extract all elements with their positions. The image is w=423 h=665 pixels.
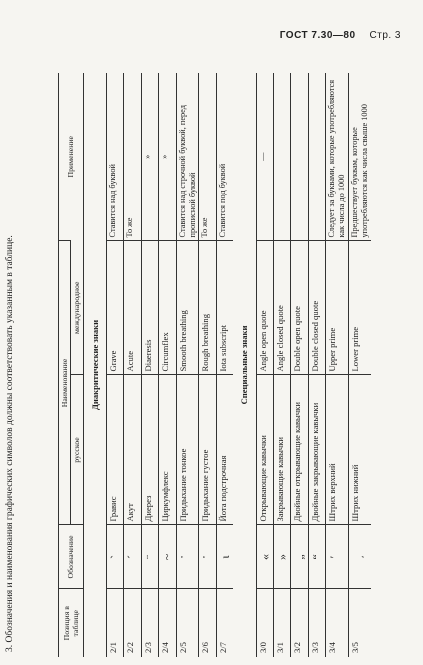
table-row [107, 73, 124, 657]
page-number: Стр. 3 [369, 30, 401, 41]
section-title: Диакритические знаки [89, 319, 100, 411]
international-name-cell: Diaeresis [141, 241, 158, 375]
table-row [308, 73, 325, 657]
symbol-cell: ~ [159, 525, 176, 589]
column-header-name: Наименование [59, 241, 71, 525]
column-header-position: Позиция в таблице [59, 589, 84, 657]
international-name-cell: Grave [107, 241, 124, 375]
russian-name-cell: Придыхание густое [199, 375, 216, 525]
table-row [273, 73, 290, 657]
symbol-cell: « [256, 525, 273, 589]
position-cell: 3/3 [308, 589, 325, 657]
international-name-cell: Lower prime [349, 241, 371, 375]
table-row [124, 73, 141, 657]
position-cell: 2/6 [199, 589, 216, 657]
international-name-cell: Upper prime [326, 241, 349, 375]
application-cell: » [141, 73, 158, 241]
russian-name-cell: Гравис [107, 375, 124, 525]
international-name-cell: Angle open quote [256, 241, 273, 375]
application-cell [291, 73, 308, 241]
symbol-cell: » [273, 525, 290, 589]
international-name-cell: Smooth breathing [176, 241, 199, 375]
section-heading-row [83, 73, 106, 657]
application-cell: То же [199, 73, 216, 241]
international-name-cell: Angle closed quote [273, 241, 290, 375]
international-name-cell: Double closed quote [308, 241, 325, 375]
table-row [256, 73, 273, 657]
russian-name-cell: Диерез [141, 375, 158, 525]
position-cell: 2/2 [124, 589, 141, 657]
russian-name-cell: Двойные открывающие кавычки [291, 375, 308, 525]
section-title: Специальные знаки [239, 325, 250, 405]
international-name-cell: Double open quote [291, 241, 308, 375]
page-header [280, 30, 401, 41]
international-name-cell: Iota subscript [216, 241, 233, 375]
symbol-cell: “ [308, 525, 325, 589]
russian-name-cell: Йота подстрочная [216, 375, 233, 525]
table-row [326, 73, 349, 657]
symbol-cell: „ [291, 525, 308, 589]
position-cell: 3/2 [291, 589, 308, 657]
column-header-application: Применение [59, 73, 84, 241]
position-cell: 3/0 [256, 589, 273, 657]
symbol-cell: ῾ [199, 525, 216, 589]
symbol-cell: ´ [124, 525, 141, 589]
position-cell: 2/5 [176, 589, 199, 657]
russian-name-cell: Двойные закрывающие кавычки [308, 375, 325, 525]
position-cell: 2/1 [107, 589, 124, 657]
table-row [349, 73, 371, 657]
russian-name-cell: Закрывающие кавычки [273, 375, 290, 525]
international-name-cell: Circumflex [159, 241, 176, 375]
standard-number: ГОСТ 7.30—80 [279, 30, 356, 41]
table-row [176, 73, 199, 657]
application-cell: » [159, 73, 176, 241]
symbol-cell: ` [107, 525, 124, 589]
table-row [159, 73, 176, 657]
symbol-cell: ′ [326, 525, 349, 589]
application-cell [273, 73, 290, 241]
table-caption: 3. Обозначения и наименования графических символов должны соответствовать указанным в таблице. [5, 235, 15, 652]
russian-name-cell: Придыхание тонкое [176, 375, 199, 525]
application-cell: Предшествует буквам, которые употребляются как числа свыше 1000 [349, 73, 371, 241]
position-cell: 2/7 [216, 589, 233, 657]
application-cell: Следует за буквами, которые употребляются как числа до 1000 [326, 73, 349, 241]
application-cell: Ставится над буквой [107, 73, 124, 241]
russian-name-cell: Акут [124, 375, 141, 525]
table-row [216, 73, 233, 657]
position-cell: 2/3 [141, 589, 158, 657]
position-cell: 3/4 [326, 589, 349, 657]
international-name-cell: Acute [124, 241, 141, 375]
position-cell: 2/4 [159, 589, 176, 657]
russian-name-cell: Циркумфлекс [159, 375, 176, 525]
symbol-cell: ι [216, 525, 233, 589]
symbols-table [58, 73, 371, 657]
rotated-page-content [0, 65, 423, 665]
position-cell: 3/5 [349, 589, 371, 657]
column-header-symbol: Обозначение [59, 525, 84, 589]
russian-name-cell: Штрих нижний [349, 375, 371, 525]
russian-name-cell: Открывающие кавычки [256, 375, 273, 525]
table-row [291, 73, 308, 657]
section-heading-row [233, 73, 256, 657]
table-row [199, 73, 216, 657]
application-cell: — [256, 73, 273, 241]
russian-name-cell: Штрих верхний [326, 375, 349, 525]
symbol-cell: ͵ [349, 525, 371, 589]
column-header-russian: русское [71, 375, 83, 525]
application-cell: То же [124, 73, 141, 241]
symbol-cell: ᾿ [176, 525, 199, 589]
position-cell: 3/1 [273, 589, 290, 657]
application-cell: Ставится под буквой [216, 73, 233, 241]
column-header-international: международное [71, 241, 83, 375]
international-name-cell: Rough breathing [199, 241, 216, 375]
table-row [141, 73, 158, 657]
application-cell: Ставится над строчной буквой, перед прописной буквой [176, 73, 199, 241]
application-cell [308, 73, 325, 241]
symbol-cell: ¨ [141, 525, 158, 589]
